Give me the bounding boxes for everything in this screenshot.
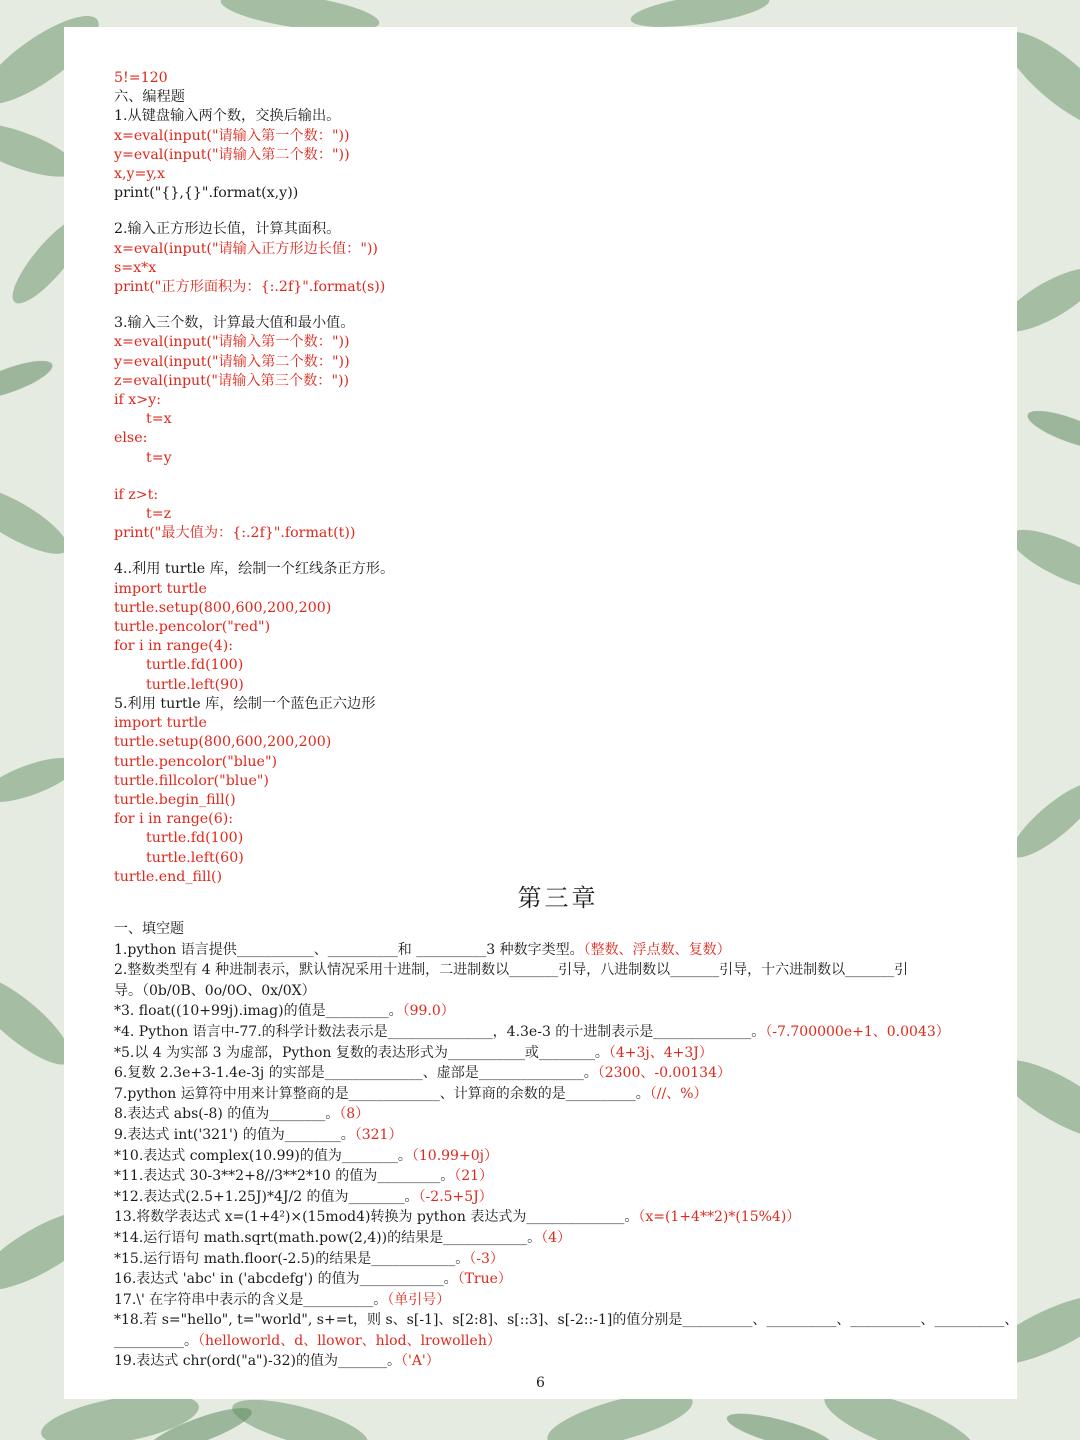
code-line: if x>y:	[114, 392, 161, 409]
code-line: turtle.pencolor("red")	[114, 619, 271, 636]
code-line: y=eval(input("请输入第二个数："))	[114, 146, 350, 163]
question-line: *12.表达式(2.5+1.25J)*4J/2 的值为________。（-2.5+5J）	[114, 1188, 493, 1205]
answer: （99.0）	[402, 1003, 455, 1020]
question-line: 6.复数 2.3e+3-1.4e-3j 的实部是______________、虚部是_______________。（2300、-0.00134）	[114, 1065, 731, 1082]
code-line: turtle.begin_fill()	[114, 791, 236, 808]
answer: （4+3j、4+3J）	[608, 1044, 713, 1061]
code-line: turtle.setup(800,600,200,200)	[114, 734, 332, 751]
question-4: 4..利用 turtle 库，绘制一个红线条正方形。	[114, 561, 395, 578]
code-line: x,y=y,x	[114, 166, 166, 183]
code-line: turtle.fd(100)	[146, 657, 244, 674]
code-line: y=eval(input("请输入第二个数："))	[114, 353, 350, 370]
question-1: 1.从键盘输入两个数，交换后输出。	[114, 108, 341, 125]
page-number: 6	[536, 1375, 545, 1391]
question-line: *14.运行语句 math.sqrt(math.pow(2,4))的结果是____________。（4）	[114, 1229, 572, 1246]
code-line: if z>t:	[114, 486, 159, 503]
code-line: print("{},{}".format(x,y))	[114, 185, 299, 202]
code-line: for i in range(6):	[114, 811, 234, 828]
question-line: 7.python 运算符中用来计算整商的是_____________、计算商的余数的是__________。（//、%）	[114, 1085, 708, 1102]
answer: （整数、浮点数、复数）	[583, 941, 731, 958]
code-line: t=x	[146, 411, 172, 428]
answer: （'A'）	[400, 1353, 440, 1370]
answer: （//、%）	[649, 1085, 708, 1102]
answer: （单引号）	[387, 1291, 451, 1308]
question-line: *5.以 4 为实部 3 为虚部，Python 复数的表达形式为___________或________。（4+3j、4+3J）	[114, 1044, 713, 1061]
question-line: 2.整数类型有 4 种进制表示，默认情况采用十进制，二进制数以_______引导，八进制数以_______引导，十六进制数以_______引	[114, 962, 909, 979]
question-line: *11.表达式 30-3**2+8//3**2*10 的值为_________。（21）	[114, 1168, 494, 1185]
question-line: *15.运行语句 math.floor(-2.5)的结果是____________。（-3）	[114, 1250, 504, 1267]
code-section	[114, 69, 1004, 887]
answer: （-7.700000e+1、0.0043）	[765, 1023, 950, 1040]
answer: （True）	[457, 1271, 512, 1288]
code-line: x=eval(input("请输入第一个数："))	[114, 127, 350, 144]
answer: （-2.5+5J）	[418, 1188, 493, 1205]
question-line: 19.表达式 chr(ord("a")-32)的值为_______。（'A'）	[114, 1353, 440, 1370]
question-5: 5.利用 turtle 库，绘制一个蓝色正六边形	[114, 695, 376, 712]
answer: （-3）	[469, 1250, 504, 1267]
code-line: turtle.setup(800,600,200,200)	[114, 599, 332, 616]
answer: （8）	[339, 1106, 370, 1123]
question-line: 16.表达式 'abc' in ('abcdefg') 的值为____________。（True）	[114, 1271, 512, 1288]
question-2: 2.输入正方形边长值，计算其面积。	[114, 221, 341, 238]
question-3: 3.输入三个数，计算最大值和最小值。	[114, 315, 355, 332]
answer: （21）	[454, 1168, 494, 1185]
code-line: import turtle	[114, 580, 207, 597]
code-line: turtle.fd(100)	[146, 830, 244, 847]
question-line: 1.python 语言提供___________、__________和 __________3 种数字类型。（整数、浮点数、复数）	[114, 941, 731, 958]
question-line: *4. Python 语言中-77.的科学计数法表示是_______________，4.3e-3 的十进制表示是______________。（-7.700000e+1、0.0043）	[114, 1023, 950, 1040]
fill-in-blank-section	[114, 919, 1019, 1372]
answer: （helloworld、d、llowor、hlod、lrowolleh）	[198, 1332, 501, 1349]
question-line: 13.将数学表达式 x=(1+4²)×(15mod4)转换为 python 表达式为______________。（x=(1+4**2)*(15%4)）	[114, 1209, 801, 1226]
code-line: turtle.pencolor("blue")	[114, 753, 278, 770]
answer: （4）	[541, 1229, 572, 1246]
question-line: *10.表达式 complex(10.99)的值为________。（10.99+0j）	[114, 1147, 498, 1164]
code-line: s=x*x	[114, 259, 157, 276]
question-line: 8.表达式 abs(-8) 的值为________。（8）	[114, 1106, 370, 1123]
answer: （321）	[354, 1126, 403, 1143]
section-heading: 一、填空题	[114, 921, 184, 937]
code-line: z=eval(input("请输入第三个数："))	[114, 372, 350, 389]
question-line: __________。（helloworld、d、llowor、hlod、lrowolleh）	[114, 1332, 501, 1349]
code-line: else:	[114, 430, 148, 447]
code-line: for i in range(4):	[114, 638, 234, 655]
chapter-title: 第三章	[517, 884, 599, 912]
question-line: *18.若 s="hello", t="world", s+=t，则 s、s[-1]、s[2:8]、s[::3]、s[-2::-1]的值分别是__________、__________、__________、__________、	[114, 1312, 1019, 1329]
question-line: 17.\' 在字符串中表示的含义是__________。（单引号）	[114, 1291, 451, 1308]
section-heading: 六、编程题	[114, 89, 185, 106]
question-line: *3. float((10+99j).imag)的值是_________。（99.0）	[114, 1003, 455, 1020]
code-line: t=y	[146, 449, 172, 466]
code-line: turtle.left(90)	[146, 676, 244, 693]
answer: （10.99+0j）	[411, 1147, 498, 1164]
code-line: turtle.end_fill()	[114, 868, 223, 885]
code-line: turtle.fillcolor("blue")	[114, 772, 269, 789]
text-line: 5!=120	[114, 70, 168, 86]
code-line: x=eval(input("请输入第一个数："))	[114, 334, 350, 351]
answer: （x=(1+4**2)*(15%4)）	[638, 1209, 801, 1226]
code-line: print("最大值为：{:.2f}".format(t))	[114, 525, 356, 542]
code-line: print("正方形面积为：{:.2f}".format(s))	[114, 279, 386, 296]
code-line: import turtle	[114, 715, 207, 732]
answer: （2300、-0.00134）	[597, 1065, 731, 1082]
question-line: 导。（0b/0B、0o/0O、0x/0X）	[114, 982, 316, 999]
question-line: 9.表达式 int('321') 的值为________。（321）	[114, 1126, 403, 1143]
document-page	[64, 27, 1017, 1399]
code-line: turtle.left(60)	[146, 849, 244, 866]
code-line: x=eval(input("请输入正方形边长值："))	[114, 240, 378, 257]
code-line: t=z	[146, 506, 172, 523]
